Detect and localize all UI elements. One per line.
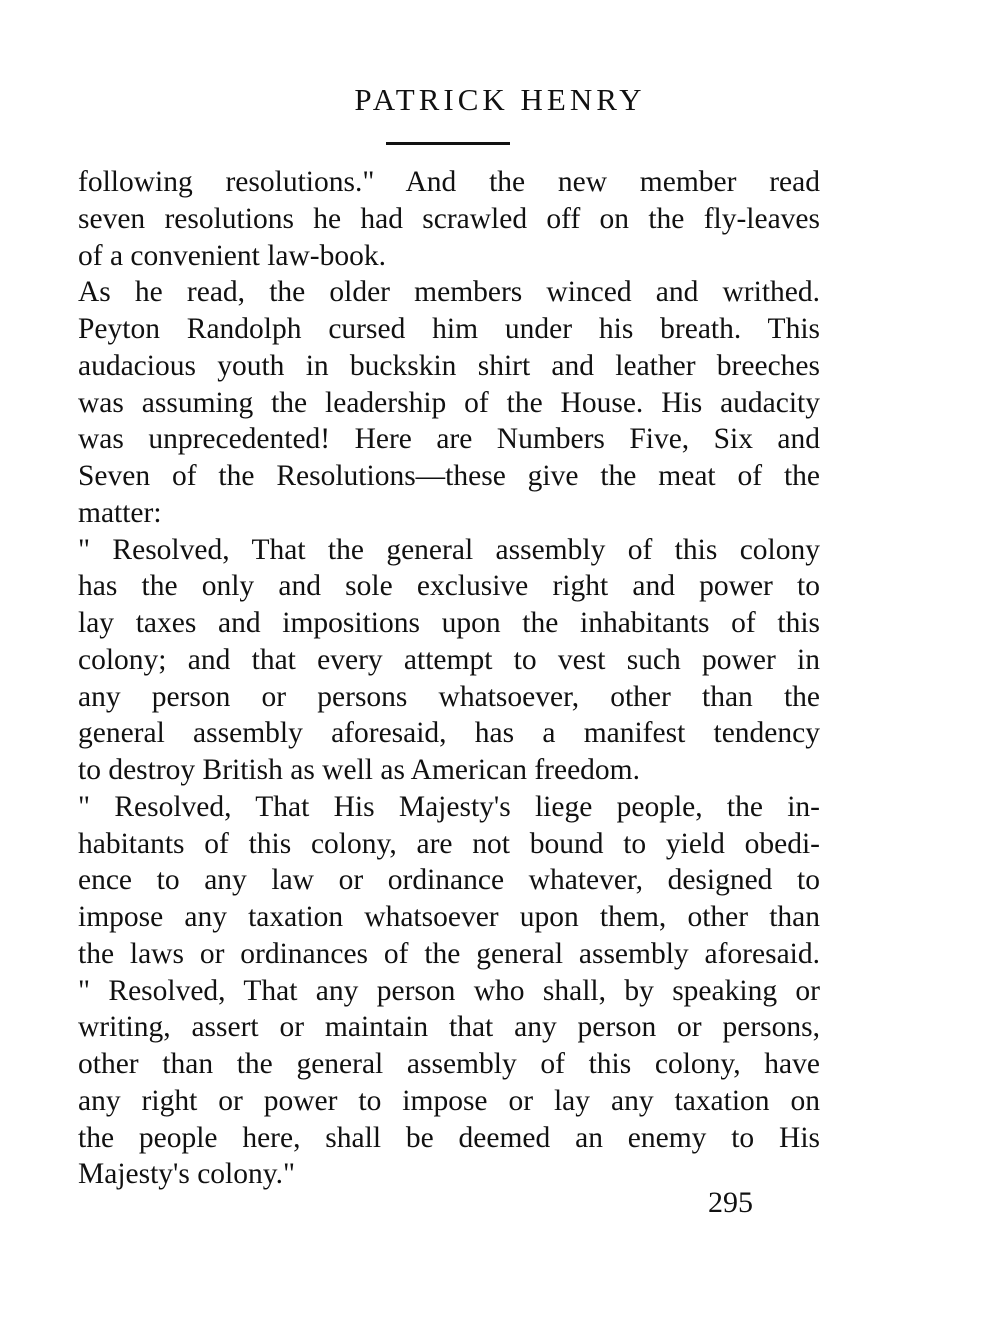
text-line: ence to any law or ordinance whatever, designed to (78, 864, 820, 897)
text-line: matter: (78, 496, 162, 529)
text-line: Majesty's colony." (78, 1158, 296, 1191)
text-line: of a convenient law-book. (78, 239, 387, 272)
text-line: writing, assert or maintain that any person or persons, (78, 1011, 820, 1044)
paragraph (78, 973, 820, 1194)
paragraph (78, 164, 820, 274)
text-line: general assembly aforesaid, has a manifest tendency (78, 717, 820, 750)
paragraph (78, 274, 820, 531)
page-number: 295 (708, 1186, 753, 1219)
text-line: colony; and that every attempt to vest such power in (78, 643, 820, 676)
paragraph (78, 532, 820, 789)
text-line: " Resolved, That any person who shall, by speaking or (78, 974, 820, 1007)
text-line: Seven of the Resolutions—these give the meat of the (78, 460, 820, 492)
text-line: the laws or ordinances of the general assembly aforesaid. (78, 937, 820, 970)
text-line: the people here, shall be deemed an enemy to His (78, 1121, 820, 1154)
text-line: was unprecedented! Here are Numbers Five, Six and (78, 423, 820, 456)
text-line: " Resolved, That the general assembly of this colony (78, 533, 820, 566)
text-line: lay taxes and impositions upon the inhabitants of this (78, 607, 820, 639)
text-line: Peyton Randolph cursed him under his breath. This (78, 313, 820, 345)
text-line: to destroy British as well as American freedom. (78, 754, 640, 786)
paragraph (78, 789, 820, 973)
text-line: any right or power to impose or lay any taxation on (78, 1084, 820, 1117)
text-line: habitants of this colony, are not bound to yield obedi- (78, 827, 820, 860)
text-line: As he read, the older members winced and writhed. (78, 276, 820, 309)
title-rule (386, 142, 510, 145)
text-line: has the only and sole exclusive right and power to (78, 570, 820, 603)
page-body (78, 164, 820, 1193)
text-line: impose any taxation whatsoever upon them, other than (78, 901, 820, 933)
running-head-title: PATRICK HENRY (354, 82, 646, 117)
text-line: " Resolved, That His Majesty's liege people, the in- (78, 790, 820, 823)
text-line: any person or persons whatsoever, other than the (78, 680, 820, 713)
text-line: seven resolutions he had scrawled off on the fly-leaves (78, 202, 820, 235)
text-line: was assuming the leadership of the House. His audacity (78, 386, 820, 419)
text-line: audacious youth in buckskin shirt and leather breeches (78, 349, 820, 382)
text-line: other than the general assembly of this colony, have (78, 1048, 820, 1080)
text-line: following resolutions." And the new member read (78, 166, 820, 198)
